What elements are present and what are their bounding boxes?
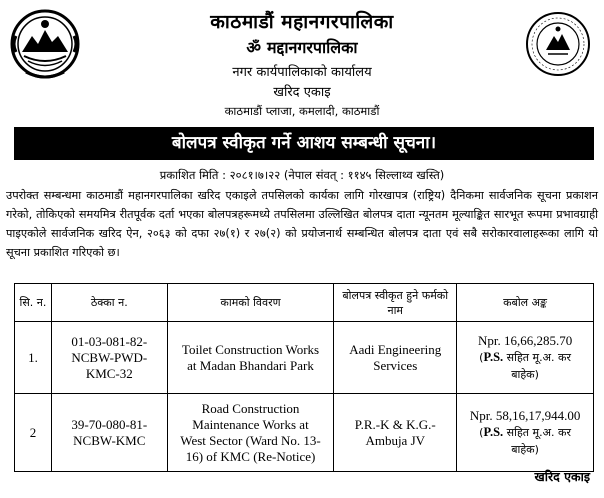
- col-header-sn: सि. न.: [15, 284, 52, 322]
- amount-value: Npr. 58,16,17,944.00: [469, 407, 581, 423]
- publish-date: प्रकाशित मिति : २०८१।७।२२ (नेपाल संवत् : ११४५ सिल्लाथ्व खस्ति): [159, 168, 445, 182]
- cell-firm: [334, 394, 457, 472]
- amount-note-2: बाहेक): [511, 367, 539, 381]
- cell-amount: [457, 322, 594, 394]
- amount-value: Npr. 16,66,285.70: [477, 332, 573, 348]
- ps-label: P.S.: [483, 349, 504, 364]
- notice-title-banner: बोलपत्र स्वीकृत गर्ने आशय सम्बन्धी सूचना।: [14, 127, 594, 160]
- office-name: नगर कार्यपालिकाको कार्यालय: [232, 65, 372, 80]
- work-line: 16) of KMC (Re-Notice): [185, 448, 316, 464]
- table-header-row: [15, 284, 594, 322]
- ps-label: P.S.: [483, 424, 504, 439]
- col-header-amount: कबोल अङ्क: [457, 284, 594, 322]
- bid-table: [14, 283, 594, 472]
- contract-line: NCBW-PWD-: [71, 349, 148, 365]
- work-line: West Sector (Ward No. 13-: [180, 432, 321, 448]
- ranjana-text: मद्दानगरपालिका: [267, 38, 358, 57]
- cell-amount: [457, 394, 594, 472]
- contract-line: 01-03-081-82-: [71, 333, 148, 349]
- cell-sn: 1.: [15, 322, 52, 394]
- footer-signature: खरिद एकाइ: [534, 469, 590, 484]
- work-line: at Madan Bhandari Park: [187, 357, 314, 373]
- ps-text: सहित मू.अ. कर: [506, 350, 571, 364]
- intro-paragraph: उपरोक्त सम्बन्धमा काठमाडौं महानगरपालिका खरिद एकाइले तपसिलको कार्यका लागि गोरखापत्र (राष्ट्रिय) दैनिकमा सार्वजनिक सूचना प्रकाशन गरेको, तोकिएको समयमित्र रीतपूर्वक दर्ता भएका बोलपत्रहरूमध्ये तपसिलमा उल्लिखित बोलपत्र दाता न्यूनतम मूल्याङ्कित सारभूत रूपमा प्रभावग्राही पाइएकोले सार्वजनिक खरिद ऐन, २०६३ को दफा २७(१) र २७(२) को प्रयोजनार्थ सम्बन्धित बोलपत्र दाता एवं सबै सरोकारवालाहरूका लागि यो सूचना प्रकाशित गरिएको छ।: [6, 189, 598, 259]
- col-header-work: कामको विवरण: [167, 284, 334, 322]
- contract-line: 39-70-080-81-: [71, 416, 148, 432]
- col-header-contract: ठेक्का न.: [51, 284, 167, 322]
- office-address: काठमाडौं प्लाजा, कमलादी, काठमाडौं: [224, 104, 380, 118]
- cell-contract: [51, 394, 167, 472]
- table-row: [15, 322, 594, 394]
- table-row: [15, 394, 594, 472]
- firm-line: Services: [373, 357, 418, 373]
- ps-text: सहित मू.अ. कर: [506, 425, 571, 439]
- cell-firm: [334, 322, 457, 394]
- work-line: Toilet Construction Works: [181, 341, 320, 357]
- contract-line: KMC-32: [85, 365, 133, 381]
- contract-line: NCBW-KMC: [73, 432, 146, 448]
- work-line: Road Construction: [201, 400, 300, 416]
- firm-line: Ambuja JV: [365, 432, 426, 448]
- cell-sn: 2: [15, 394, 52, 472]
- cell-work: [167, 322, 334, 394]
- cell-work: [167, 394, 334, 472]
- amount-note: (P.S. सहित मू.अ. कर: [479, 424, 571, 439]
- municipality-title-ranjana: [0, 36, 604, 58]
- om-symbol: ॐ: [246, 38, 262, 57]
- amount-note: (P.S. सहित मू.अ. कर: [479, 349, 571, 364]
- municipality-title: काठमाडौं महानगरपालिका: [210, 11, 394, 33]
- cell-contract: [51, 322, 167, 394]
- work-line: Maintenance Works at: [192, 416, 309, 432]
- amount-note-2: बाहेक): [511, 442, 539, 456]
- firm-line: Aadi Engineering: [349, 341, 442, 357]
- col-header-firm: बोलपत्र स्वीकृत हुने फर्मको नाम: [334, 284, 457, 322]
- unit-name: खरिद एकाइ: [273, 85, 331, 100]
- firm-line: P.R.-K & K.G.-: [354, 416, 436, 432]
